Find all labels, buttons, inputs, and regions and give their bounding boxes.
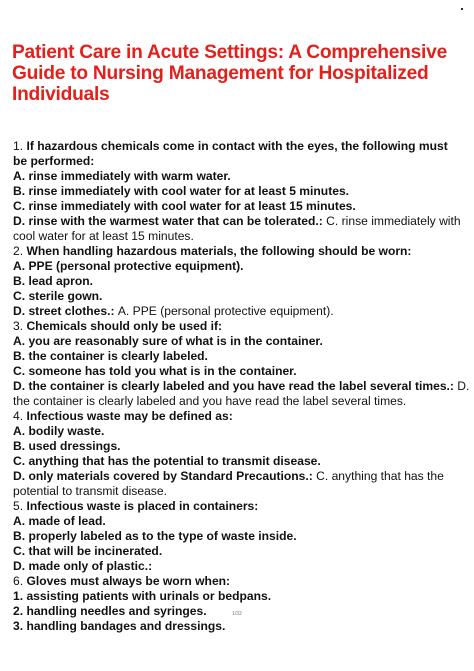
plain-text-segment: potential to transmit disease. — [13, 484, 167, 498]
text-line — [13, 499, 473, 514]
text-line — [13, 409, 473, 424]
plain-text-segment: C. rinse immediately with — [326, 214, 461, 228]
plain-text-segment: the container is clearly labeled and you have read the label several times. — [13, 394, 407, 408]
bold-text-segment: B. lead apron. — [13, 274, 93, 288]
bold-text-segment: C. rinse immediately with cool water for at least 15 minutes. — [13, 199, 356, 213]
bold-text-segment: D. only materials covered by Standard Precautions.: — [13, 469, 317, 483]
text-line — [13, 424, 473, 439]
text-line — [13, 184, 473, 199]
title-line: Patient Care in Acute Settings: A Comprehensive — [12, 42, 447, 63]
bold-text-segment: B. properly labeled as to the type of waste inside. — [13, 529, 297, 543]
text-line — [13, 544, 473, 559]
text-line — [13, 349, 473, 364]
text-line — [13, 139, 473, 154]
plain-text-segment: 2. — [13, 244, 27, 258]
bold-text-segment: C. sterile gown. — [13, 289, 103, 303]
text-line — [13, 274, 473, 289]
bold-text-segment: C. someone has told you what is in the container. — [13, 364, 297, 378]
text-line — [13, 484, 473, 499]
text-line — [13, 559, 473, 574]
bold-text-segment: Chemicals should only be used if: — [26, 319, 223, 333]
bold-text-segment: be performed: — [13, 154, 95, 168]
bold-text-segment: When handling hazardous materials, the following should be worn: — [26, 244, 412, 258]
bold-text-segment: 1. assisting patients with urinals or bedpans. — [13, 589, 272, 603]
title-line: Guide to Nursing Management for Hospitalized — [12, 63, 429, 84]
bold-text-segment: Infectious waste may be defined as: — [26, 409, 233, 423]
document-title — [12, 42, 462, 105]
bold-text-segment: 3. handling bandages and dressings. — [13, 619, 226, 633]
plain-text-segment: 1. — [13, 139, 27, 153]
plain-text-segment: D. — [457, 379, 470, 393]
bold-text-segment: A. rinse immediately with warm water. — [13, 169, 231, 183]
text-line — [13, 589, 473, 604]
plain-text-segment: A. PPE (personal protective equipment). — [117, 304, 334, 318]
bold-text-segment: B. rinse immediately with cool water for at least 5 minutes. — [13, 184, 350, 198]
bold-text-segment: B. used dressings. — [13, 439, 121, 453]
text-line — [13, 214, 473, 229]
bold-text-segment: C. anything that has the potential to transmit disease. — [13, 454, 321, 468]
text-line — [13, 619, 473, 634]
bold-text-segment: B. the container is clearly labeled. — [13, 349, 208, 363]
text-line — [13, 574, 473, 589]
page-number: 1/32 — [232, 611, 242, 617]
bold-text-segment: Gloves must always be worn when: — [26, 574, 231, 588]
bold-text-segment: D. made only of plastic.: — [13, 559, 153, 573]
corner-mark — [461, 8, 463, 10]
text-line — [13, 154, 473, 169]
text-line — [13, 169, 473, 184]
text-line — [13, 394, 473, 409]
text-line — [13, 229, 473, 244]
text-line — [13, 259, 473, 274]
bold-text-segment: A. bodily waste. — [13, 424, 105, 438]
text-line — [13, 319, 473, 334]
bold-text-segment: 2. handling needles and syringes. — [13, 604, 207, 618]
bold-text-segment: A. PPE (personal protective equipment). — [13, 259, 244, 273]
title-line: Individuals — [12, 84, 110, 105]
text-line — [13, 304, 473, 319]
bold-text-segment: A. you are reasonably sure of what is in the container. — [13, 334, 323, 348]
bold-text-segment: D. the container is clearly labeled and you have read the label several times.: — [13, 379, 458, 393]
plain-text-segment: 5. — [13, 499, 27, 513]
text-line — [13, 364, 473, 379]
text-line — [13, 529, 473, 544]
text-line — [13, 289, 473, 304]
bold-text-segment: D. street clothes.: — [13, 304, 118, 318]
bold-text-segment: Infectious waste is placed in containers: — [26, 499, 259, 513]
bold-text-segment: C. that will be incinerated. — [13, 544, 163, 558]
plain-text-segment: 6. — [13, 574, 27, 588]
bold-text-segment: If hazardous chemicals come in contact with the eyes, the following must — [26, 139, 448, 153]
text-line — [13, 334, 473, 349]
plain-text-segment: cool water for at least 15 minutes. — [13, 229, 194, 243]
bold-text-segment: A. made of lead. — [13, 514, 106, 528]
question-list — [13, 139, 473, 634]
plain-text-segment: 3. — [13, 319, 27, 333]
plain-text-segment: 4. — [13, 409, 27, 423]
text-line — [13, 454, 473, 469]
text-line — [13, 514, 473, 529]
text-line — [13, 244, 473, 259]
text-line — [13, 199, 473, 214]
text-line — [13, 469, 473, 484]
plain-text-segment: C. anything that has the — [316, 469, 444, 483]
text-line — [13, 439, 473, 454]
bold-text-segment: D. rinse with the warmest water that can be tolerated.: — [13, 214, 327, 228]
text-line — [13, 379, 473, 394]
